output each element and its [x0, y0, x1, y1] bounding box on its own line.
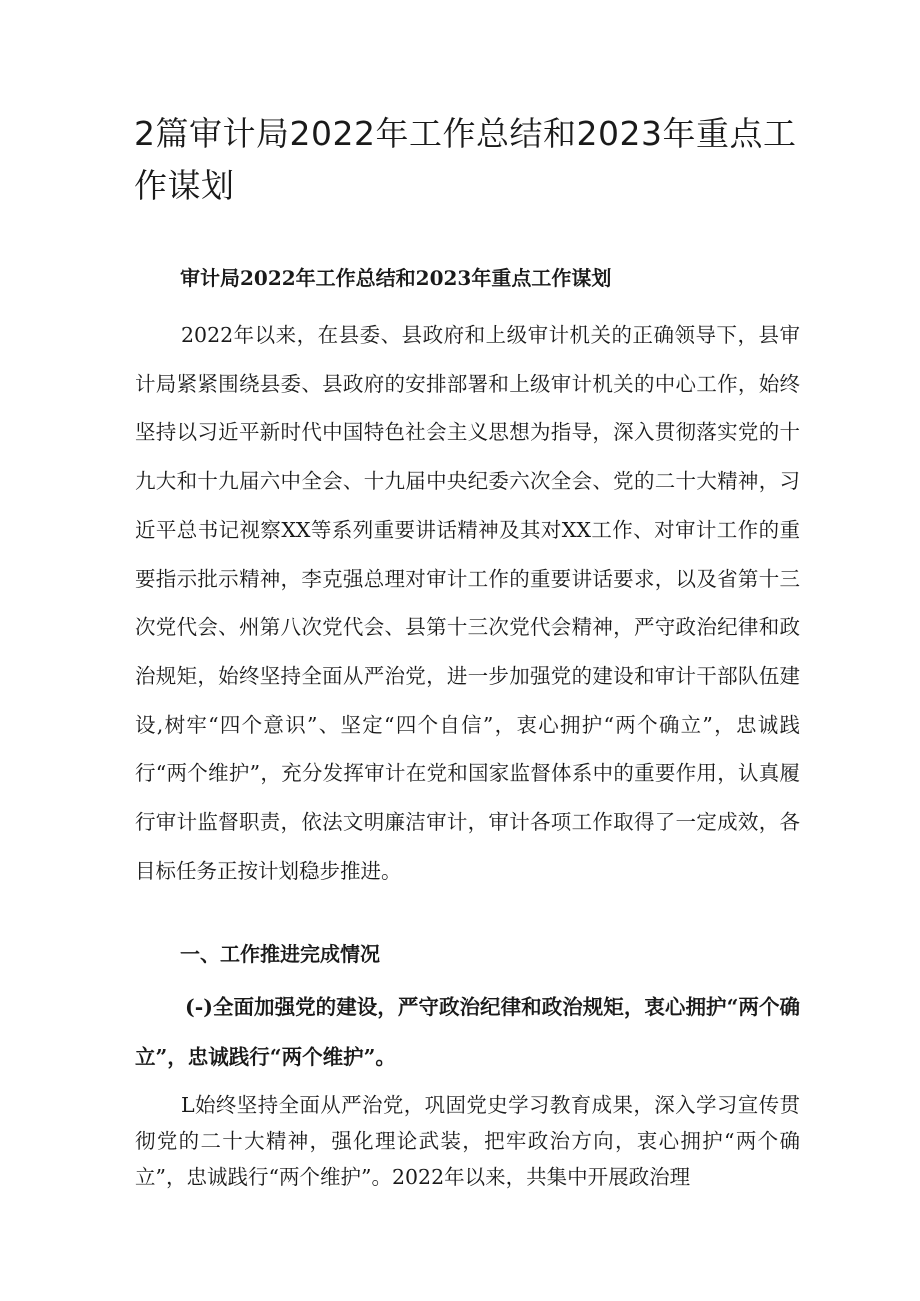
intro-paragraph: 2022年以来，在县委、县政府和上级审计机关的正确领导下，县审计局紧紧围绕县委、县政府的安排部署和上级审计机关的中心工作，始终坚持以习近平新时代中国特色社会主义思想为指导，深入贯彻落实党的十九大和十九届六中全会、十九届中央纪委六次全会、党的二十大精神，习近平总书记视察XX等系列重要讲话精神及其对XX工作、对审计工作的重要指示批示精神，李克强总理对审计工作的重要讲话要求，以及省第十三次党代会、州第八次党代会、县第十三次党代会精神，严守政治纪律和政治规矩，始终坚持全面从严治党，进一步加强党的建设和审计干部队伍建设,树牢“四个意识”、坚定“四个自信”，衷心拥护“两个确立”，忠诚践行“两个维护”，充分发挥审计在党和国家监督体系中的重要作用，认真履行审计监督职责，依法文明廉洁审计，审计各项工作取得了一定成效，各目标任务正按计划稳步推进。	[135, 323, 800, 883]
subsection-heading-1: (-)全面加强党的建设，严守政治纪律和政治规矩，衷心拥护“两个确立”，忠诚践行“两个维护”。	[135, 995, 800, 1069]
paragraph-l: L始终坚持全面从严治党，巩固党史学习教育成果，深入学习宣传贯彻党的二十大精神，强化理论武装，把牢政治方向，衷心拥护“两个确立”，忠诚践行“两个维护”。2022年以来，共集中开展政治理	[135, 1093, 800, 1189]
document-subtitle: 审计局2022年工作总结和2023年重点工作谋划	[180, 266, 612, 290]
document-title: 2篇审计局2022年工作总结和2023年重点工作谋划	[134, 114, 797, 205]
section-heading-1: 一、工作推进完成情况	[180, 942, 380, 966]
